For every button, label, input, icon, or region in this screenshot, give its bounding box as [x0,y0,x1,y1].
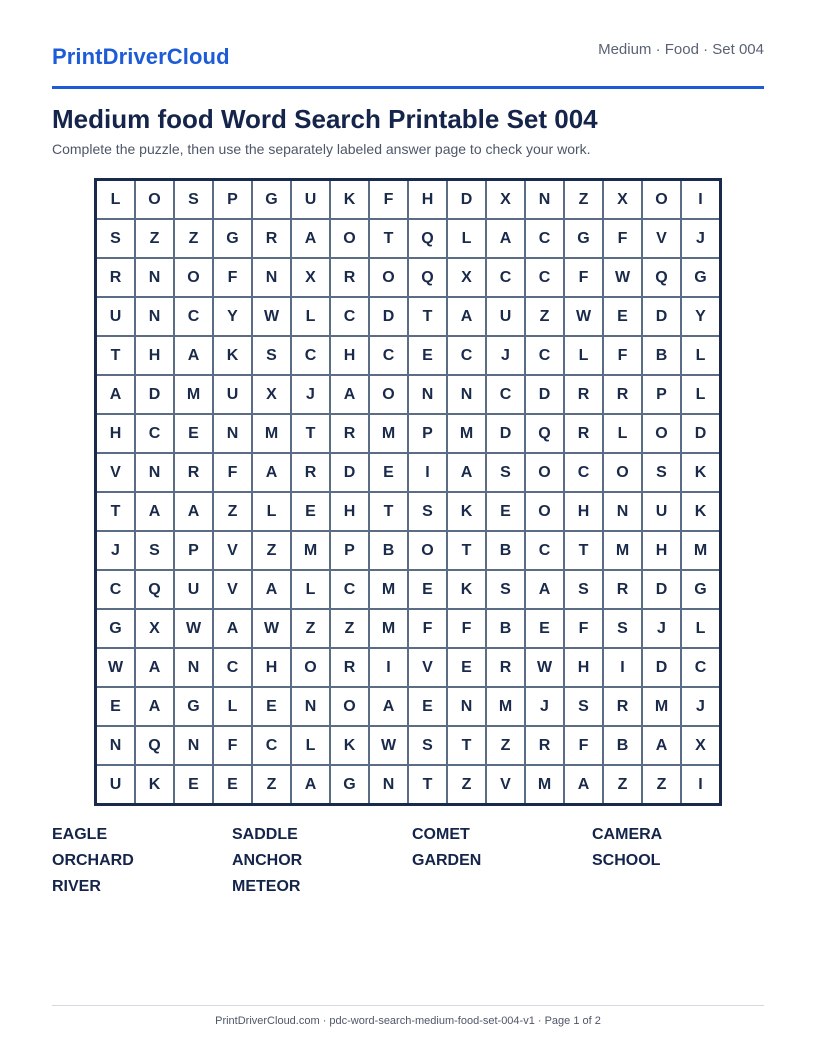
grid-cell: Q [136,571,173,608]
grid-cell: J [487,337,524,374]
grid-cell: B [487,610,524,647]
grid-cell: R [565,415,602,452]
word-list-item: ORCHARD [52,852,134,869]
grid-cell: D [526,376,563,413]
grid-cell: D [331,454,368,491]
grid-cell: F [370,181,407,218]
grid-cell: F [565,610,602,647]
grid-cell: C [331,571,368,608]
grid-cell: X [487,181,524,218]
grid-cell: S [409,493,446,530]
grid-cell: L [292,571,329,608]
grid-cell: I [370,649,407,686]
grid-cell: V [214,571,251,608]
grid-cell: N [370,766,407,803]
grid-cell: E [292,493,329,530]
grid-cell: I [682,181,719,218]
grid-cell: U [643,493,680,530]
grid-cell: O [643,415,680,452]
grid-cell: T [448,532,485,569]
grid-cell: S [643,454,680,491]
grid-cell: J [526,688,563,725]
grid-cell: R [526,727,563,764]
grid-cell: E [175,415,212,452]
grid-cell: R [331,415,368,452]
grid-cell: C [214,649,251,686]
grid-cell: A [97,376,134,413]
grid-cell: A [370,688,407,725]
grid-cell: N [526,181,563,218]
grid-cell: Y [214,298,251,335]
grid-cell: R [487,649,524,686]
grid-cell: V [487,766,524,803]
grid-cell: A [136,688,173,725]
grid-cell: A [526,571,563,608]
grid-cell: X [682,727,719,764]
grid-cell: X [292,259,329,296]
grid-cell: Z [526,298,563,335]
grid-cell: A [175,493,212,530]
grid-cell: K [448,493,485,530]
grid-cell: B [604,727,641,764]
grid-cell: Z [331,610,368,647]
grid-cell: Z [175,220,212,257]
word-list-item: EAGLE [52,826,108,843]
grid-cell: T [409,298,446,335]
grid-cell: Q [526,415,563,452]
grid-cell: N [214,415,251,452]
grid-cell: I [682,766,719,803]
grid-cell: C [526,532,563,569]
grid-cell: E [97,688,134,725]
grid-cell: P [409,415,446,452]
grid-cell: X [136,610,173,647]
grid-cell: A [175,337,212,374]
grid-cell: M [370,415,407,452]
grid-cell: Z [253,766,290,803]
grid-cell: N [97,727,134,764]
grid-cell: D [643,571,680,608]
grid-cell: T [97,493,134,530]
grid-cell: M [175,376,212,413]
grid-cell: D [448,181,485,218]
grid-cell: O [370,259,407,296]
grid-cell: C [370,337,407,374]
grid-cell: K [214,337,251,374]
word-list-item: SADDLE [232,826,298,843]
grid-cell: C [331,298,368,335]
grid-cell: E [487,493,524,530]
grid-cell: Y [682,298,719,335]
grid-cell: A [448,298,485,335]
grid-cell: D [370,298,407,335]
grid-cell: Z [565,181,602,218]
breadcrumb: Medium · Food · Set 004 [598,41,764,58]
grid-cell: H [136,337,173,374]
grid-cell: O [604,454,641,491]
grid-cell: H [97,415,134,452]
word-list-item: RIVER [52,878,101,895]
grid-cell: X [604,181,641,218]
grid-cell: E [214,766,251,803]
grid-cell: H [643,532,680,569]
grid-cell: L [565,337,602,374]
grid-cell: A [292,766,329,803]
grid-cell: W [370,727,407,764]
grid-cell: J [643,610,680,647]
grid-cell: R [331,259,368,296]
grid-cell: U [487,298,524,335]
grid-cell: S [409,727,446,764]
grid-cell: S [565,688,602,725]
grid-cell: R [604,571,641,608]
word-list [52,826,772,896]
grid-cell: S [565,571,602,608]
grid-cell: C [136,415,173,452]
grid-cell: G [331,766,368,803]
grid-cell: K [331,727,368,764]
grid-cell: F [604,220,641,257]
grid-cell: J [682,688,719,725]
grid-cell: L [682,610,719,647]
grid-cell: A [136,649,173,686]
grid-cell: L [682,337,719,374]
grid-cell: A [136,493,173,530]
grid-cell: N [136,259,173,296]
grid-cell: S [97,220,134,257]
grid-cell: R [97,259,134,296]
grid-cell: E [448,649,485,686]
grid-cell: O [409,532,446,569]
grid-cell: W [253,610,290,647]
grid-cell: N [175,649,212,686]
grid-cell: N [409,376,446,413]
grid-cell: F [565,259,602,296]
brand-logo[interactable]: PrintDriverCloud [52,44,230,69]
grid-cell: L [682,376,719,413]
grid-cell: P [175,532,212,569]
grid-cell: U [97,766,134,803]
grid-cell: L [214,688,251,725]
grid-cell: E [604,298,641,335]
grid-cell: G [565,220,602,257]
page-footer: PrintDriverCloud.com · pdc-word-search-medium-food-set-004-v1 · Page 1 of 2 [52,1005,764,1027]
page-header [52,40,764,89]
grid-cell: V [97,454,134,491]
grid-cell: B [370,532,407,569]
grid-cell: F [409,610,446,647]
grid-cell: C [175,298,212,335]
grid-cell: M [292,532,329,569]
grid-cell: X [253,376,290,413]
grid-cell: E [526,610,563,647]
grid-cell: Z [253,532,290,569]
grid-cell: K [448,571,485,608]
grid-cell: B [487,532,524,569]
grid-cell: P [214,181,251,218]
grid-cell: A [448,454,485,491]
grid-cell: F [448,610,485,647]
grid-cell: A [253,454,290,491]
page-subtitle: Complete the puzzle, then use the separately labeled answer page to check your work. [52,141,591,157]
page-title: Medium food Word Search Printable Set 004 [52,104,598,134]
grid-cell: M [370,610,407,647]
grid-cell: O [643,181,680,218]
grid-cell: R [253,220,290,257]
grid-cell: N [253,259,290,296]
grid-cell: C [487,376,524,413]
grid-cell: E [409,571,446,608]
grid-cell: T [565,532,602,569]
grid-cell: S [175,181,212,218]
grid-cell: A [214,610,251,647]
grid-cell: Z [136,220,173,257]
word-list-item: CAMERA [592,826,663,843]
grid-cell: K [682,454,719,491]
grid-cell: N [448,688,485,725]
grid-cell: S [604,610,641,647]
grid-cell: M [682,532,719,569]
word-list-item: ANCHOR [232,852,303,869]
grid-cell: M [370,571,407,608]
grid-cell: O [175,259,212,296]
grid-cell: W [604,259,641,296]
grid-cell: A [292,220,329,257]
grid-cell: E [409,337,446,374]
grid-cell: C [526,337,563,374]
grid-cell: V [214,532,251,569]
grid-cell: Q [409,259,446,296]
grid-cell: X [448,259,485,296]
grid-cell: G [97,610,134,647]
grid-cell: R [292,454,329,491]
grid-cell: H [331,493,368,530]
grid-cell: J [97,532,134,569]
grid-cell: F [214,259,251,296]
grid-cell: M [604,532,641,569]
grid-cell: G [682,259,719,296]
grid-cell: T [370,220,407,257]
grid-cell: C [526,259,563,296]
grid-cell: H [409,181,446,218]
grid-cell: K [331,181,368,218]
grid-cell: V [409,649,446,686]
grid-cell: T [370,493,407,530]
grid-cell: G [253,181,290,218]
grid-cell: S [487,571,524,608]
grid-cell: W [97,649,134,686]
grid-cell: N [136,298,173,335]
grid-cell: R [175,454,212,491]
grid-cell: M [253,415,290,452]
grid-cell: U [214,376,251,413]
word-list-item: COMET [412,826,470,843]
grid-cell: S [253,337,290,374]
grid-cell: Z [214,493,251,530]
grid-cell: F [214,727,251,764]
grid-cell: I [604,649,641,686]
grid-cell: T [448,727,485,764]
grid-cell: D [136,376,173,413]
grid-cell: L [292,298,329,335]
grid-cell: E [253,688,290,725]
grid-cell: Z [604,766,641,803]
grid-cell: U [292,181,329,218]
grid-cell: M [448,415,485,452]
grid-cell: R [331,649,368,686]
grid-cell: Q [643,259,680,296]
grid-cell: W [253,298,290,335]
grid-cell: D [682,415,719,452]
grid-cell: H [331,337,368,374]
grid-cell: D [487,415,524,452]
grid-cell: Q [409,220,446,257]
word-list-item: SCHOOL [592,852,661,869]
grid-cell: T [97,337,134,374]
grid-cell: O [331,688,368,725]
grid-cell: O [370,376,407,413]
grid-cell: H [565,493,602,530]
grid-cell: G [682,571,719,608]
grid-cell: C [253,727,290,764]
grid-cell: R [604,688,641,725]
grid-cell: V [643,220,680,257]
grid-cell: W [526,649,563,686]
grid-cell: M [526,766,563,803]
grid-cell: O [331,220,368,257]
grid-cell: C [292,337,329,374]
grid-cell: I [409,454,446,491]
word-list-item: GARDEN [412,852,482,869]
grid-cell: F [214,454,251,491]
grid-cell: M [643,688,680,725]
grid-cell: A [565,766,602,803]
grid-cell: C [448,337,485,374]
grid-cell: C [565,454,602,491]
grid-cell: L [448,220,485,257]
grid-cell: G [175,688,212,725]
grid-cell: G [214,220,251,257]
grid-cell: N [136,454,173,491]
grid-cell: C [97,571,134,608]
grid-cell: O [526,454,563,491]
grid-cell: L [292,727,329,764]
grid-cell: M [487,688,524,725]
grid-cell: Z [643,766,680,803]
grid-cell: D [643,298,680,335]
grid-cell: F [565,727,602,764]
grid-cell: O [526,493,563,530]
grid-cell: T [409,766,446,803]
grid-cell: J [292,376,329,413]
grid-cell: S [136,532,173,569]
grid-cell: N [292,688,329,725]
grid-cell: A [331,376,368,413]
grid-cell: R [604,376,641,413]
grid-cell: A [487,220,524,257]
grid-cell: F [604,337,641,374]
grid-cell: H [565,649,602,686]
grid-cell: A [253,571,290,608]
grid-cell: L [604,415,641,452]
grid-cell: L [97,181,134,218]
grid-cell: W [175,610,212,647]
grid-cell: O [136,181,173,218]
grid-cell: C [526,220,563,257]
grid-cell: Q [136,727,173,764]
grid-cell: J [682,220,719,257]
grid-cell: B [643,337,680,374]
grid-cell: Z [448,766,485,803]
grid-cell: T [292,415,329,452]
grid-cell: N [175,727,212,764]
word-search-grid [94,178,722,806]
grid-cell: P [331,532,368,569]
grid-cell: Z [487,727,524,764]
grid-cell: C [487,259,524,296]
grid-cell: E [409,688,446,725]
grid-cell: K [136,766,173,803]
grid-cell: A [643,727,680,764]
grid-cell: P [643,376,680,413]
grid-cell: Z [292,610,329,647]
grid-cell: W [565,298,602,335]
grid-cell: C [682,649,719,686]
grid-cell: S [487,454,524,491]
grid-cell: O [292,649,329,686]
grid-cell: R [565,376,602,413]
grid-cell: H [253,649,290,686]
grid-cell: U [97,298,134,335]
grid-cell: L [253,493,290,530]
grid-cell: D [643,649,680,686]
grid-cell: N [604,493,641,530]
grid-cell: N [448,376,485,413]
grid-cell: E [175,766,212,803]
grid-cell: U [175,571,212,608]
grid-cell: K [682,493,719,530]
grid-cell: E [370,454,407,491]
word-list-item: METEOR [232,878,301,895]
